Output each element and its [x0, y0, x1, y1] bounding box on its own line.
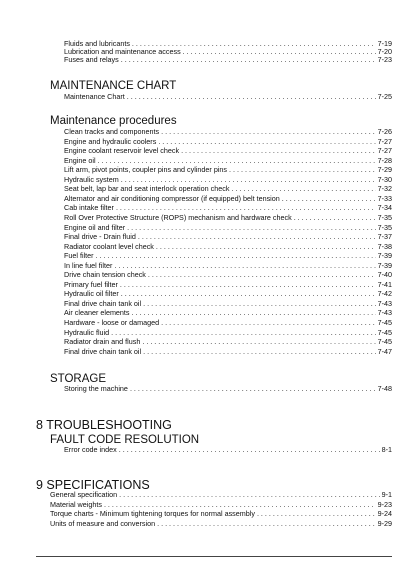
toc-entry[interactable]	[64, 271, 392, 279]
toc-entry-page: 7-41	[377, 279, 392, 289]
toc-entry-page: 7-33	[377, 193, 392, 203]
toc-entry-page: 7-35	[377, 212, 392, 222]
toc-entry-page: 7-43	[377, 298, 392, 308]
toc-entry-page: 9-1	[381, 490, 392, 499]
toc-entry-title: Final drive - Drain fluid	[64, 232, 136, 242]
toc-entry-page: 7-45	[377, 337, 392, 347]
dot-leader	[120, 281, 376, 289]
toc-entry[interactable]	[64, 128, 392, 136]
toc-entry[interactable]	[64, 446, 392, 454]
toc-entry-page: 7-42	[377, 289, 392, 299]
toc-entry[interactable]	[64, 157, 392, 165]
dot-leader	[142, 338, 375, 346]
toc-entry[interactable]	[50, 501, 392, 509]
toc-entry-page: 9-29	[377, 518, 392, 528]
toc-entry-title: Hydraulic system	[64, 174, 119, 184]
dot-leader	[96, 252, 376, 260]
section-heading-maintenance-procedures: Maintenance procedures	[50, 115, 177, 127]
toc-entry-page: 7-39	[377, 260, 392, 270]
toc-entry-title: Material weights	[50, 499, 102, 509]
dot-leader	[181, 147, 376, 155]
toc-entry-title: Engine and hydraulic coolers	[64, 136, 157, 146]
dot-leader	[119, 491, 379, 499]
dot-leader	[127, 224, 375, 232]
toc-entry-title: Hydraulic oil filter	[64, 289, 119, 299]
toc-entry-title: Roll Over Protective Structure (ROPS) mechanism and hardware check	[64, 212, 292, 222]
toc-entry-page: 9-24	[377, 509, 392, 518]
toc-entry[interactable]	[64, 281, 392, 289]
toc-entry-page: 7-40	[377, 270, 392, 280]
toc-entry[interactable]	[64, 348, 392, 356]
toc-entry[interactable]	[64, 93, 392, 101]
toc-entry-title: Fluids and lubricants	[64, 39, 130, 48]
toc-entry-title: Radiator coolant level check	[64, 241, 154, 251]
toc-entry-title: Cab intake filter	[64, 203, 114, 213]
toc-entry-title: Torque charts - Minimum tightening torques for normal assembly	[50, 509, 255, 518]
toc-entry-page: 7-34	[377, 203, 392, 213]
dot-leader	[157, 520, 376, 528]
dot-leader	[143, 300, 376, 308]
toc-entry[interactable]	[64, 56, 392, 64]
toc-entry-title: Hydraulic fluid	[64, 327, 110, 337]
dot-leader	[104, 501, 376, 509]
toc-entry[interactable]	[64, 243, 392, 251]
toc-entry[interactable]	[64, 138, 392, 146]
toc-entry[interactable]	[64, 252, 392, 260]
toc-entry[interactable]	[64, 319, 392, 327]
toc-entry-page: 7-26	[377, 127, 392, 136]
toc-entry-title: Engine coolant reservoir level check	[64, 146, 180, 156]
toc-entry-title: Alternator and air conditioning compressor (if equipped) belt tension	[64, 193, 280, 203]
dot-leader	[119, 446, 380, 454]
toc-entry-page: 7-45	[377, 327, 392, 337]
toc-entry-title: Air cleaner elements	[64, 308, 130, 318]
toc-entry[interactable]	[64, 195, 392, 203]
toc-entry-page: 7-23	[377, 55, 392, 64]
dot-leader	[116, 204, 376, 212]
dot-leader	[132, 309, 376, 317]
dot-leader	[121, 290, 376, 298]
toc-entry[interactable]	[64, 147, 392, 155]
dot-leader	[158, 138, 375, 146]
toc-entry-page: 7-27	[377, 136, 392, 146]
toc-entry-page: 7-32	[377, 184, 392, 194]
dot-leader	[183, 48, 376, 56]
dot-leader	[257, 510, 376, 518]
dot-leader	[156, 243, 376, 251]
toc-entry-title: Fuses and relays	[64, 55, 119, 64]
dot-leader	[282, 195, 376, 203]
toc-entry-page: 7-25	[377, 92, 392, 101]
dot-leader	[121, 176, 376, 184]
toc-entry-page: 8-1	[381, 445, 392, 454]
toc-entry-title: Seat belt, lap bar and seat interlock operation check	[64, 184, 230, 194]
toc-entry-page: 7-20	[377, 47, 392, 56]
toc-entry-title: Maintenance Chart	[64, 92, 125, 101]
toc-entry[interactable]	[64, 214, 392, 222]
dot-leader	[121, 56, 376, 64]
toc-entry-title: Primary fuel filter	[64, 279, 118, 289]
chapter-heading-troubleshooting: 8 TROUBLESHOOTING	[36, 418, 172, 432]
dot-leader	[143, 348, 376, 356]
dot-leader	[130, 385, 376, 393]
toc-entry[interactable]	[50, 520, 392, 528]
toc-entry-title: Hardware - loose or damaged	[64, 318, 160, 327]
toc-entry-page: 9-23	[377, 499, 392, 509]
toc-entry-title: In line fuel filter	[64, 260, 113, 270]
toc-entry[interactable]	[64, 262, 392, 270]
toc-entry[interactable]	[64, 166, 392, 174]
section-heading-fault-code-resolution: FAULT CODE RESOLUTION	[50, 434, 200, 446]
toc-entry[interactable]	[64, 385, 392, 393]
toc-entry-page: 7-47	[377, 346, 392, 356]
toc-entry-title: General specification	[50, 490, 118, 499]
toc-entry-title: Units of measure and conversion	[50, 518, 156, 528]
dot-leader	[111, 329, 375, 337]
dot-leader	[161, 128, 376, 136]
dot-leader	[98, 157, 376, 165]
toc-entry[interactable]	[64, 290, 392, 298]
toc-entry[interactable]	[64, 329, 392, 337]
toc-entry[interactable]	[64, 204, 392, 212]
toc-entry-title: Fuel filter	[64, 251, 94, 261]
toc-entry[interactable]	[64, 309, 392, 317]
toc-entry[interactable]	[50, 491, 392, 499]
toc-entry-page: 7-29	[377, 165, 392, 175]
toc-entry-page: 7-35	[377, 222, 392, 232]
toc-entry-title: Final drive chain tank oil	[64, 346, 142, 356]
footer-rule	[36, 556, 392, 557]
dot-leader	[294, 214, 376, 222]
toc-entry-page: 7-19	[377, 39, 392, 48]
toc-entry[interactable]	[64, 233, 392, 241]
toc-entry-page: 7-39	[377, 251, 392, 261]
toc-entry[interactable]	[64, 185, 392, 193]
toc-entry-title: Storing the machine	[64, 384, 128, 393]
section-heading-storage: STORAGE	[50, 373, 107, 385]
toc-entry-page: 7-45	[377, 318, 392, 327]
chapter-heading-specifications: 9 SPECIFICATIONS	[36, 478, 150, 492]
toc-entry-page: 7-38	[377, 241, 392, 251]
toc-entry-title: Clean tracks and components	[64, 127, 160, 136]
toc-entry[interactable]	[64, 338, 392, 346]
toc-entry-page: 7-37	[377, 232, 392, 242]
dot-leader	[229, 166, 376, 174]
toc-entry-title: Radiator drain and flush	[64, 337, 141, 347]
dot-leader	[127, 93, 376, 101]
toc-entry-page: 7-48	[377, 384, 392, 393]
section-heading-maintenance-chart: MAINTENANCE CHART	[50, 80, 177, 92]
toc-entry-title: Final drive chain tank oil	[64, 298, 142, 308]
toc-entry-page: 7-43	[377, 308, 392, 318]
dot-leader	[161, 319, 376, 327]
toc-entry[interactable]	[64, 224, 392, 232]
dot-leader	[148, 271, 376, 279]
dot-leader	[138, 233, 376, 241]
toc-entry[interactable]	[64, 176, 392, 184]
toc-entry-title: Lift arm, pivot points, coupler pins and cylinder pins	[64, 165, 227, 175]
dot-leader	[231, 185, 375, 193]
toc-entry-title: Drive chain tension check	[64, 270, 146, 280]
toc-entry[interactable]	[50, 510, 392, 518]
toc-entry-title: Engine oil	[64, 155, 96, 165]
toc-entry-title: Engine oil and filter	[64, 222, 126, 232]
toc-entry-page: 7-30	[377, 174, 392, 184]
dot-leader	[114, 262, 375, 270]
toc-entry-title: Error code index	[64, 445, 117, 454]
toc-entry-page: 7-27	[377, 146, 392, 156]
toc-entry-title: Lubrication and maintenance access	[64, 47, 181, 56]
toc-entry-page: 7-28	[377, 155, 392, 165]
toc-entry[interactable]	[64, 300, 392, 308]
